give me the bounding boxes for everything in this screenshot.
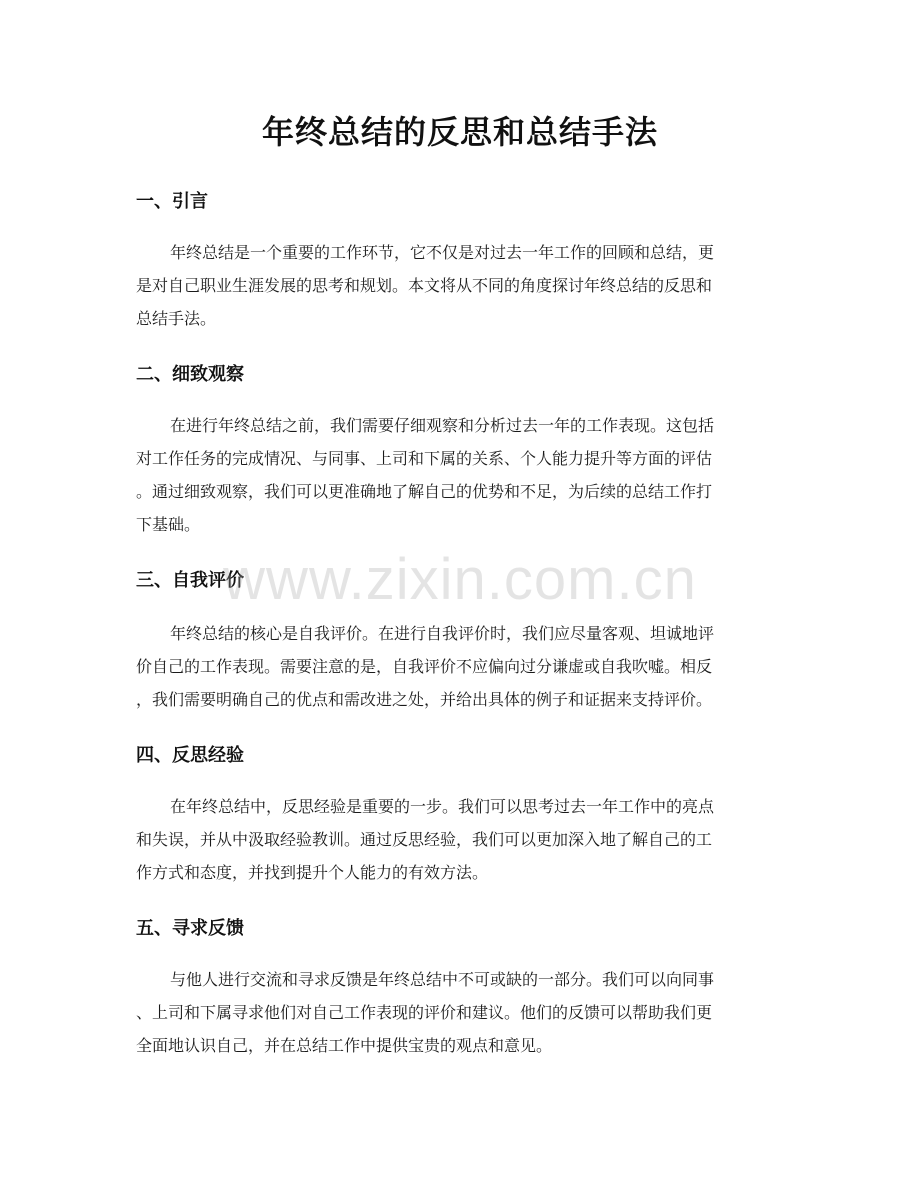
document-title: 年终总结的反思和总结手法 [261,113,658,151]
watermark-text: www.zixin.com.cn [223,547,697,612]
section-paragraph-intro [136,236,786,335]
paragraph-line: 在进行年终总结之前，我们需要仔细观察和分析过去一年的工作表现。这包括 [170,416,715,435]
paragraph-line: 对工作任务的完成情况、与同事、上司和下属的关系、个人能力提升等方面的评估 [136,449,713,468]
section-heading-observation: 二、细致观察 [136,364,244,385]
paragraph-line: 总结手法。 [136,309,217,328]
section-heading-feedback: 五、寻求反馈 [136,918,244,939]
paragraph-line: 年终总结的核心是自我评价。在进行自我评价时，我们应尽量客观、坦诚地评 [170,624,715,643]
paragraph-line: 下基础。 [136,515,201,534]
section-paragraph-reflection [136,790,786,889]
paragraph-line: 。通过细致观察，我们可以更准确地了解自己的优势和不足，为后续的总结工作打 [136,482,713,501]
section-paragraph-observation [136,409,786,541]
paragraph-line: 全面地认识自己，并在总结工作中提供宝贵的观点和意见。 [136,1036,553,1055]
paragraph-line: 、上司和下属寻求他们对自己工作表现的评价和建议。他们的反馈可以帮助我们更 [136,1003,713,1022]
section-heading-reflection: 四、反思经验 [136,745,244,766]
section-heading-self-evaluation: 三、自我评价 [136,570,244,591]
paragraph-line: 在年终总结中，反思经验是重要的一步。我们可以思考过去一年工作中的亮点 [170,797,715,816]
paragraph-line: 年终总结是一个重要的工作环节，它不仅是对过去一年工作的回顾和总结，更 [170,243,715,262]
paragraph-line: 价自己的工作表现。需要注意的是，自我评价不应偏向过分谦虚或自我吹嘘。相反 [136,657,713,676]
paragraph-line: 与他人进行交流和寻求反馈是年终总结中不可或缺的一部分。我们可以向同事 [170,970,715,989]
paragraph-line: 作方式和态度，并找到提升个人能力的有效方法。 [136,863,489,882]
paragraph-line: 是对自己职业生涯发展的思考和规划。本文将从不同的角度探讨年终总结的反思和 [136,276,713,295]
section-paragraph-self-evaluation [136,617,786,716]
section-heading-intro: 一、引言 [136,191,208,212]
paragraph-line: ，我们需要明确自己的优点和需改进之处，并给出具体的例子和证据来支持评价。 [136,690,713,709]
paragraph-line: 和失误，并从中汲取经验教训。通过反思经验，我们可以更加深入地了解自己的工 [136,830,713,849]
section-paragraph-feedback [136,963,786,1062]
